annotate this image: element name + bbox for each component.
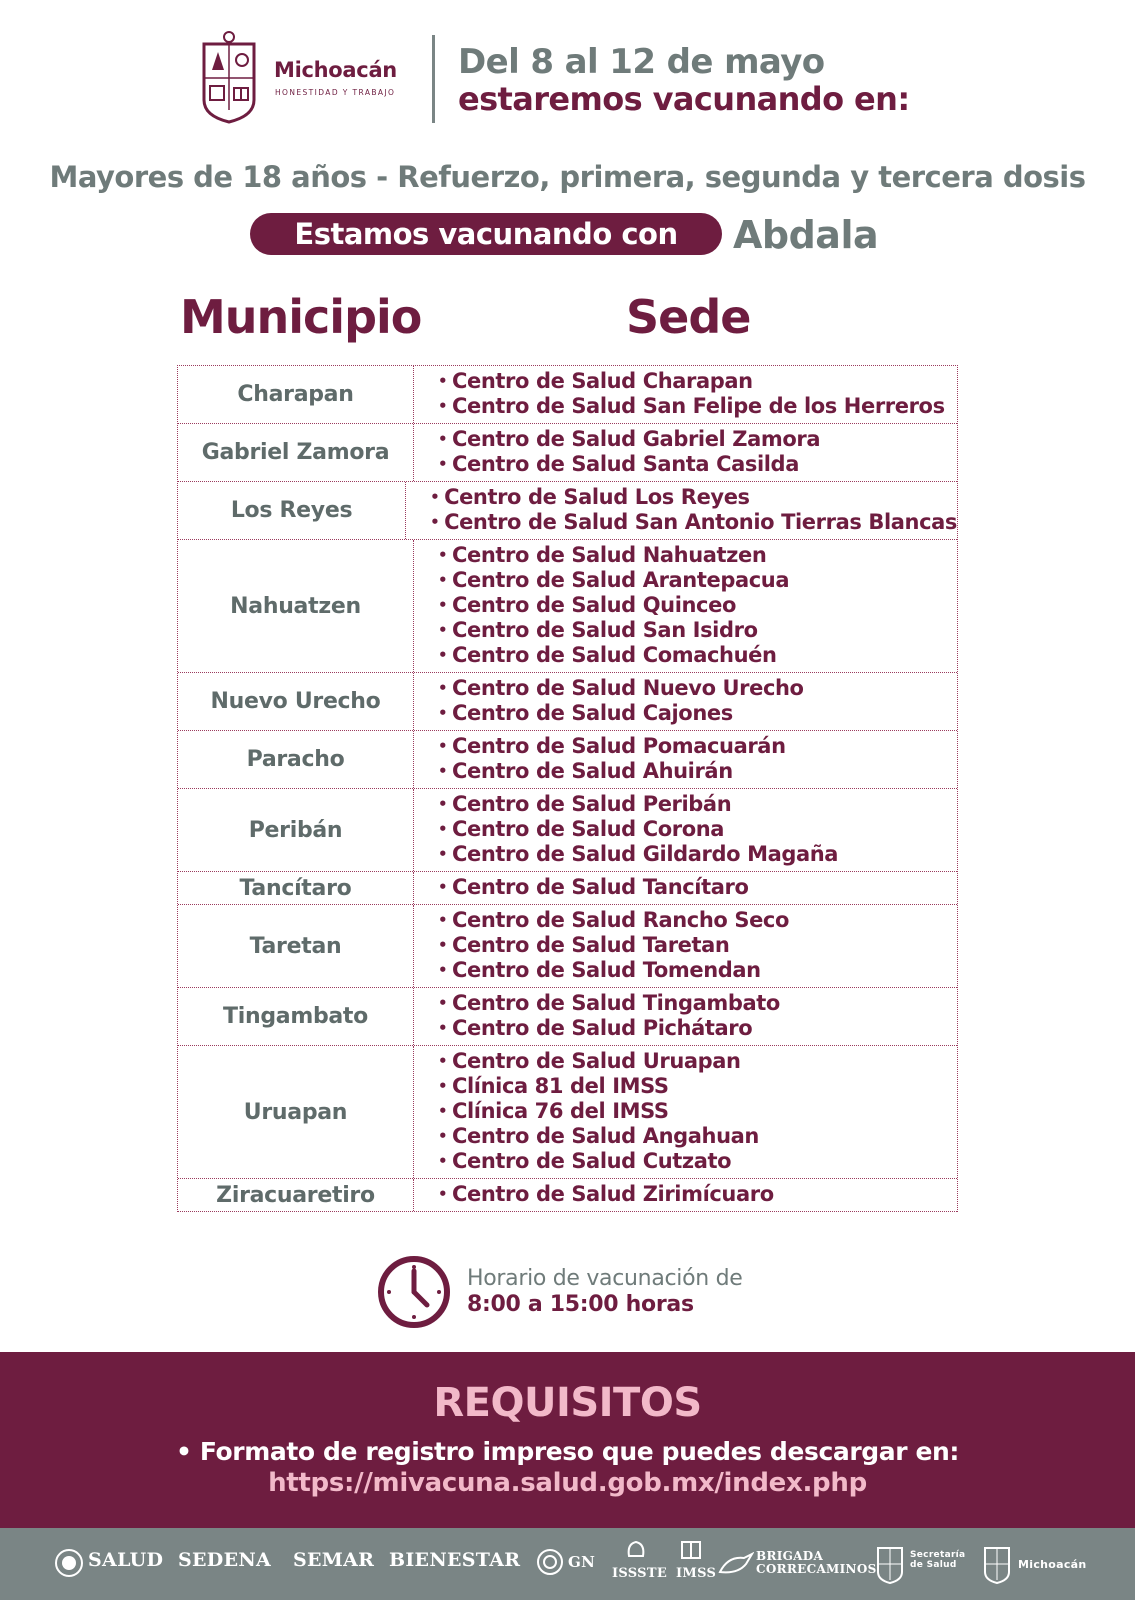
sede-item: • Centro de Salud San Isidro bbox=[438, 618, 957, 643]
sede-item: • Centro de Salud Pomacuarán bbox=[438, 734, 957, 759]
table-row bbox=[178, 988, 957, 1046]
requirements-title: REQUISITOS bbox=[433, 1380, 702, 1426]
date-line: Del 8 al 12 de mayo bbox=[458, 42, 825, 82]
municipio-cell: Taretan bbox=[178, 905, 414, 987]
sede-item: • Centro de Salud Nuevo Urecho bbox=[438, 676, 957, 701]
sede-cell bbox=[414, 424, 957, 481]
municipio-cell: Tancítaro bbox=[178, 872, 414, 904]
correcaminos-logo-text: CORRECAMINOS bbox=[756, 1562, 877, 1576]
sede-item: • Centro de Salud Santa Casilda bbox=[438, 452, 957, 477]
michoacan-footer-logo bbox=[1018, 1555, 1087, 1575]
michoacan-footer-text: Michoacán bbox=[1018, 1558, 1087, 1571]
michoacan-crest-icon bbox=[200, 30, 258, 124]
vaccine-name: Abdala bbox=[733, 213, 879, 257]
secretaria-crest-icon bbox=[876, 1542, 904, 1584]
imss-logo bbox=[676, 1564, 716, 1584]
sede-item: • Centro de Salud Angahuan bbox=[438, 1124, 957, 1149]
table-row bbox=[178, 424, 957, 482]
secretaria-salud-logo bbox=[910, 1550, 965, 1570]
requirements-item: • Formato de registro impreso que puedes descargar en: bbox=[175, 1437, 960, 1466]
salud-logo bbox=[88, 1550, 163, 1570]
municipio-cell: Uruapan bbox=[178, 1046, 414, 1178]
brigada-correcaminos-logo bbox=[756, 1550, 877, 1576]
sede-item: • Clínica 81 del IMSS bbox=[438, 1074, 957, 1099]
sede-item: • Centro de Salud San Felipe de los Herreros bbox=[438, 394, 957, 419]
semar-logo bbox=[293, 1550, 374, 1570]
sede-item: • Centro de Salud Pichátaro bbox=[438, 1016, 957, 1041]
header bbox=[0, 0, 1135, 140]
municipio-cell: Charapan bbox=[178, 366, 414, 423]
vaccine-pill: Estamos vacunando con bbox=[250, 213, 722, 255]
michoacan-small-crest-icon bbox=[983, 1542, 1011, 1584]
secretaria-logo-text: Secretaría bbox=[910, 1550, 966, 1560]
column-header-municipio: Municipio bbox=[180, 290, 422, 344]
sede-item: • Centro de Salud Comachuén bbox=[438, 643, 957, 668]
sede-cell bbox=[414, 366, 957, 423]
sede-item: • Centro de Salud Tingambato bbox=[438, 991, 957, 1016]
requirements-section bbox=[0, 1352, 1135, 1528]
table-row bbox=[178, 731, 957, 789]
semar-logo-text: SEMAR bbox=[293, 1549, 375, 1571]
sede-item: • Centro de Salud Nahuatzen bbox=[438, 543, 957, 568]
sede-cell bbox=[414, 789, 957, 871]
issste-logo bbox=[612, 1564, 667, 1584]
table-row bbox=[178, 1179, 957, 1212]
sede-item: • Centro de Salud Corona bbox=[438, 817, 957, 842]
column-header-sede: Sede bbox=[626, 290, 751, 344]
municipio-cell: Nuevo Urecho bbox=[178, 673, 414, 730]
sede-item: • Centro de Salud Tomendan bbox=[438, 958, 957, 983]
sede-item: • Centro de Salud Uruapan bbox=[438, 1049, 957, 1074]
sede-cell bbox=[414, 988, 957, 1045]
gn-logo-text: GN bbox=[568, 1553, 596, 1571]
schedule-hours: 8:00 a 15:00 horas bbox=[467, 1292, 694, 1317]
salud-logo-text: SALUD bbox=[88, 1549, 164, 1571]
table-row bbox=[178, 789, 957, 872]
sede-item: • Centro de Salud Quinceo bbox=[438, 593, 957, 618]
sede-cell bbox=[406, 482, 957, 539]
footer-logos bbox=[0, 1528, 1135, 1600]
municipio-cell: Ziracuaretiro bbox=[178, 1179, 414, 1211]
municipio-cell: Paracho bbox=[178, 731, 414, 788]
municipio-cell: Tingambato bbox=[178, 988, 414, 1045]
de-salud-logo-text: de Salud bbox=[910, 1560, 957, 1570]
sede-item: • Centro de Salud Gabriel Zamora bbox=[438, 427, 957, 452]
municipio-cell: Nahuatzen bbox=[178, 540, 414, 672]
roadrunner-icon bbox=[718, 1552, 754, 1578]
municipio-cell: Gabriel Zamora bbox=[178, 424, 414, 481]
sedena-logo bbox=[178, 1550, 271, 1570]
brigada-logo-text: BRIGADA bbox=[756, 1549, 824, 1563]
sede-item: • Centro de Salud Gildardo Magaña bbox=[438, 842, 957, 867]
sede-cell bbox=[414, 1179, 957, 1211]
bienestar-logo bbox=[389, 1550, 520, 1570]
mexico-seal-icon bbox=[54, 1548, 84, 1578]
sede-item: • Centro de Salud Peribán bbox=[438, 792, 957, 817]
schedule-label: Horario de vacunación de bbox=[467, 1266, 743, 1291]
brand-motto: HONESTIDAD Y TRABAJO bbox=[275, 88, 396, 97]
table-row bbox=[178, 872, 957, 905]
sede-cell bbox=[414, 905, 957, 987]
sede-cell bbox=[414, 1046, 957, 1178]
sede-item: • Clínica 76 del IMSS bbox=[438, 1099, 957, 1124]
header-divider bbox=[432, 35, 435, 123]
sede-item: • Centro de Salud Tancítaro bbox=[438, 875, 957, 900]
imss-logo-text: IMSS bbox=[676, 1566, 717, 1581]
sede-cell bbox=[414, 731, 957, 788]
sede-item: • Centro de Salud Los Reyes bbox=[430, 485, 957, 510]
table-row bbox=[178, 482, 957, 540]
municipio-cell: Los Reyes bbox=[178, 482, 406, 539]
sites-table bbox=[177, 365, 958, 1212]
table-row bbox=[178, 1046, 957, 1179]
issste-emblem-icon bbox=[625, 1540, 647, 1558]
sede-item: • Centro de Salud San Antonio Tierras Blancas bbox=[430, 510, 957, 535]
vaccinating-line: estaremos vacunando en: bbox=[458, 80, 910, 118]
imss-emblem-icon bbox=[680, 1540, 702, 1560]
table-row bbox=[178, 540, 957, 673]
sede-item: • Centro de Salud Taretan bbox=[438, 933, 957, 958]
gn-seal-icon bbox=[536, 1548, 564, 1576]
requirements-url-link[interactable]: https://mivacuna.salud.gob.mx/index.php bbox=[268, 1468, 867, 1498]
sede-item: • Centro de Salud Rancho Seco bbox=[438, 908, 957, 933]
sede-cell bbox=[414, 872, 957, 904]
bienestar-logo-text: BIENESTAR bbox=[389, 1549, 521, 1571]
sede-item: • Centro de Salud Charapan bbox=[438, 369, 957, 394]
brand-name: Michoacán bbox=[274, 58, 397, 82]
table-row bbox=[178, 905, 957, 988]
table-row bbox=[178, 366, 957, 424]
gn-logo bbox=[568, 1552, 595, 1572]
audience-line: Mayores de 18 años - Refuerzo, primera, segunda y tercera dosis bbox=[49, 160, 1086, 194]
sede-cell bbox=[414, 540, 957, 672]
sede-item: • Centro de Salud Arantepacua bbox=[438, 568, 957, 593]
sedena-logo-text: SEDENA bbox=[178, 1549, 272, 1571]
clock-icon bbox=[377, 1255, 451, 1329]
table-row bbox=[178, 673, 957, 731]
sede-item: • Centro de Salud Cutzato bbox=[438, 1149, 957, 1174]
sede-item: • Centro de Salud Ahuirán bbox=[438, 759, 957, 784]
sede-cell bbox=[414, 673, 957, 730]
issste-logo-text: ISSSTE bbox=[612, 1566, 668, 1581]
sede-item: • Centro de Salud Zirimícuaro bbox=[438, 1182, 957, 1207]
municipio-cell: Peribán bbox=[178, 789, 414, 871]
sede-item: • Centro de Salud Cajones bbox=[438, 701, 957, 726]
